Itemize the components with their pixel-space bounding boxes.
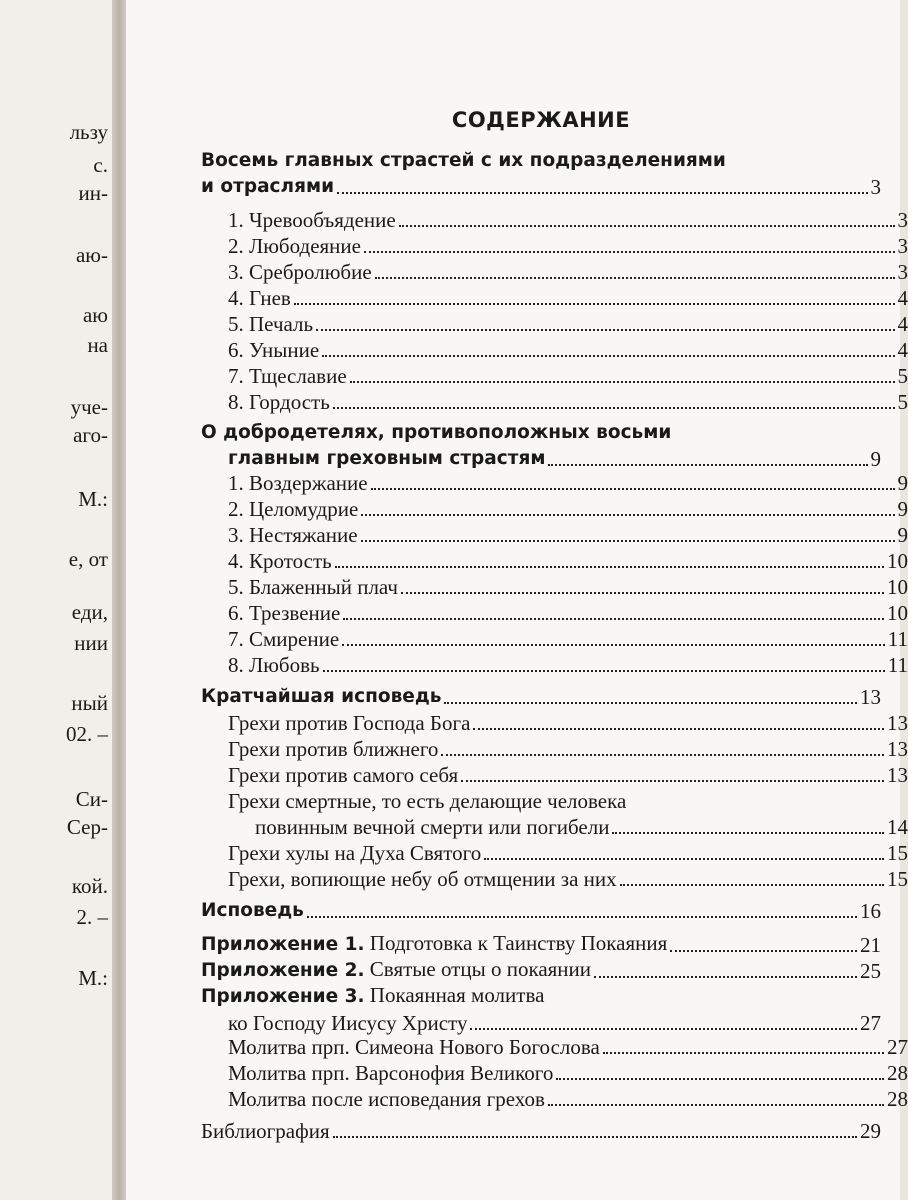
dot-leader	[364, 251, 895, 253]
dot-leader	[548, 1104, 884, 1106]
facing-page-fragment: М.:	[78, 487, 108, 511]
dot-leader	[350, 381, 895, 383]
dot-leader	[401, 592, 884, 594]
dot-leader	[316, 329, 894, 331]
facing-page-fragment: Сер-	[66, 815, 108, 839]
toc-item: Молитва после исповедания грехов 28	[228, 1087, 908, 1111]
toc-item: Грехи, вопиющие небу об отмщении за них 15	[228, 867, 908, 891]
dot-leader	[375, 277, 895, 279]
facing-page-fragment: нии	[74, 631, 108, 655]
dot-leader	[603, 1052, 884, 1054]
toc-item: 5. Печаль 4	[228, 312, 908, 336]
dot-leader	[444, 702, 857, 704]
facing-page-fragment: 2. –	[76, 905, 108, 929]
toc-item: Грехи против ближнего 13	[228, 737, 908, 761]
toc-section-heading: Исповедь 16	[201, 899, 881, 923]
toc-section-heading: Восемь главных страстей с их подразделениями и отраслями 3	[201, 150, 881, 199]
toc-item: 7. Тщеславие 5	[228, 364, 908, 388]
facing-page-fragment: е, от	[68, 547, 108, 571]
toc-item: Молитва прп. Варсонофия Великого 28	[228, 1061, 908, 1085]
dot-leader	[361, 540, 895, 542]
toc-item: 6. Трезвение 10	[228, 601, 908, 625]
toc-item: Грехи против Господа Бога 13	[228, 711, 908, 735]
facing-page-fragment: уче-	[70, 395, 108, 419]
page-title: СОДЕРЖАНИЕ	[451, 108, 631, 132]
dot-leader	[484, 858, 884, 860]
dot-leader	[399, 225, 895, 227]
toc-item: 3. Сребролюбие 3	[228, 260, 908, 284]
facing-page-fragment: на	[87, 333, 108, 357]
facing-page-fragment: аю	[82, 303, 108, 327]
facing-page-fragment: М.:	[78, 966, 108, 990]
dot-leader	[461, 780, 884, 782]
toc-bibliography: Библиография 29	[201, 1119, 881, 1143]
dot-leader	[322, 355, 894, 357]
toc-section-heading: О добродетелях, противоположных восьми главным греховным страстям 9	[201, 422, 881, 471]
dot-leader	[670, 950, 857, 952]
toc-item: Грехи против самого себя 13	[228, 763, 908, 787]
dot-leader	[333, 407, 895, 409]
dot-leader	[441, 754, 884, 756]
toc-item: Молитва прп. Симеона Нового Богослова 27	[228, 1035, 908, 1059]
facing-page-fragment: ный	[71, 691, 108, 715]
toc-item: 3. Нестяжание 9	[228, 523, 908, 547]
toc-item: Грехи хулы на Духа Святого 15	[228, 841, 908, 865]
toc-item: 1. Чревообъядение 3	[228, 208, 908, 232]
toc-item: 7. Смирение 11	[228, 627, 908, 651]
dot-leader	[294, 303, 895, 305]
toc-item: 8. Гордость 5	[228, 390, 908, 414]
toc-item: 4. Гнев 4	[228, 286, 908, 310]
facing-page-fragment: ин-	[78, 181, 108, 205]
toc-appendix: Приложение 2. Святые отцы о покаянии 25	[201, 957, 881, 983]
dot-leader	[342, 644, 885, 646]
facing-page-edge	[0, 0, 118, 1200]
facing-page-fragment: кой.	[71, 874, 108, 898]
facing-page-fragment: аю-	[75, 243, 108, 267]
contents-page	[126, 0, 908, 1200]
dot-leader	[343, 618, 884, 620]
toc-item: 1. Воздержание 9	[228, 471, 908, 495]
toc-section-heading: Кратчайшая исповедь 13	[201, 685, 881, 709]
facing-page-fragment: аго-	[73, 423, 108, 447]
dot-leader	[548, 464, 867, 466]
facing-page-fragment: Си-	[75, 787, 108, 811]
dot-leader	[556, 1078, 884, 1080]
dot-leader	[333, 1136, 857, 1138]
facing-page-fragment: льзу	[69, 120, 108, 144]
toc-item: 2. Любодеяние 3	[228, 234, 908, 258]
facing-page-fragment: с.	[93, 153, 108, 177]
toc-item: 4. Кротость 10	[228, 549, 908, 573]
dot-leader	[335, 566, 884, 568]
dot-leader	[594, 976, 857, 978]
dot-leader	[361, 514, 894, 516]
toc-item: Грехи смертные, то есть делающие человека повинным вечной смерти или погибели 14	[228, 789, 908, 839]
dot-leader	[470, 1028, 857, 1030]
toc-appendix: Приложение 3. Покаянная молитва ко Господу Иисусу Христу 27	[201, 983, 881, 1035]
toc-item: 6. Уныние 4	[228, 338, 908, 362]
dot-leader	[371, 488, 895, 490]
toc-item: 8. Любовь 11	[228, 653, 908, 677]
toc-item: 5. Блаженный плач 10	[228, 575, 908, 599]
dot-leader	[337, 192, 867, 194]
dot-leader	[307, 916, 857, 918]
dot-leader	[323, 670, 885, 672]
dot-leader	[620, 884, 884, 886]
dot-leader	[473, 728, 884, 730]
facing-page-fragment: 02. –	[66, 722, 108, 746]
toc-appendix: Приложение 1. Подготовка к Таинству Покаяния 21	[201, 931, 881, 957]
facing-page-fragment: еди,	[71, 600, 108, 624]
dot-leader	[612, 832, 884, 834]
toc-item: 2. Целомудрие 9	[228, 497, 908, 521]
